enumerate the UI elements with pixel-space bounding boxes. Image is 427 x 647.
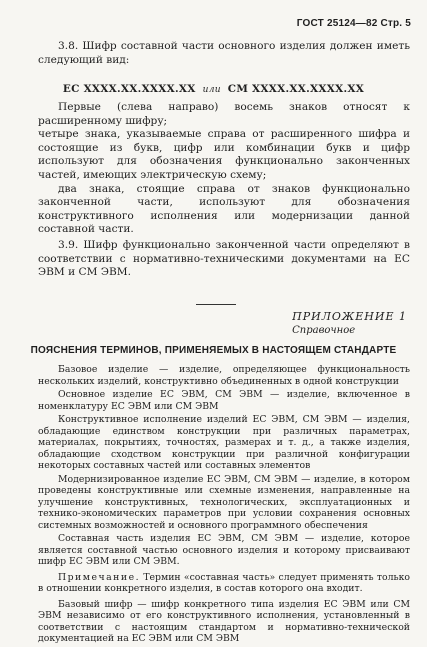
- note-text: Термин «составная часть» следует применять только в отношении конкретного изделия, в состав которого она входит.: [38, 571, 410, 594]
- section-title: ПОЯСНЕНИЯ ТЕРМИНОВ, ПРИМЕНЯЕМЫХ В НАСТОЯЩЕМ СТАНДАРТЕ: [30, 345, 397, 356]
- term-base-code: Базовый шифр — шифр конкретного типа изделия ЕС ЭВМ или СМ ЭВМ независимо от его конструктивного исполнения, установленный в соответствии с настоящим стандартом и нормативно-технической документацией на ЕС ЭВМ или СМ ЭВМ: [38, 598, 410, 644]
- term-base-product: Базовое изделие — изделие, определяющее функциональность нескольких изделий, конструктивно объединенных в одной конструкции: [38, 364, 410, 387]
- terms-list: [38, 364, 410, 647]
- appendix-title: ПРИЛОЖЕНИЕ 1: [292, 310, 407, 323]
- clause-3-9: 3.9. Шифр функционально законченной части определяют в соответствии с нормативно-техническими документами на ЕС ЭВМ и СМ ЭВМ.: [38, 238, 410, 279]
- code-formula: [0, 83, 427, 95]
- term-component-part: Составная часть изделия ЕС ЭВМ, СМ ЭВМ — изделие, которое является составной частью основного изделия и которому присваивают шифр ЕС ЭВМ или СМ ЭВМ.: [38, 533, 410, 567]
- page-header: ГОСТ 25124—82 Стр. 5: [296, 18, 411, 29]
- section-divider: [196, 304, 236, 305]
- formula-separator: или: [202, 85, 221, 95]
- clause-3-8-text: 3.8. Шифр составной части основного изделия должен иметь следующий вид:: [38, 40, 410, 66]
- term-modernized-product: Модернизированное изделие ЕС ЭВМ, СМ ЭВМ — изделие, в котором проведены конструктивные или схемные изменения, направленные на улучшение конструктивных, технологических, эксплуатационных и технико-экономических параметров при условии сохранения основных системных возможностей и основного программного обеспечения: [38, 473, 410, 531]
- para-two-chars: два знака, стоящие справа от знаков функционально законченной части, используют для обозначения конструктивного исполнения или модернизации данной составной части.: [38, 182, 410, 236]
- appendix-label: [292, 310, 407, 336]
- para-first-eight: Первые (слева направо) восемь знаков относят к расширенному шифру;: [38, 101, 410, 127]
- code-explanation: [38, 101, 410, 280]
- formula-sm: СМ XXXX.XX.XXXX.XX: [227, 83, 365, 95]
- term-main-product: Основное изделие ЕС ЭВМ, СМ ЭВМ — изделие, включенное в номенклатуру ЕС ЭВМ или СМ ЭВМ: [38, 389, 410, 412]
- appendix-subtitle: Справочное: [292, 325, 356, 336]
- formula-es: ЕС XXXX.XX.XXXX.XX: [62, 83, 196, 95]
- para-four-chars: четыре знака, указываемые справа от расширенного шифра и состоящие из букв, цифр или комбинации букв и цифр используют для обозначения функционально законченных частей, имеющих электрическую схему;: [38, 128, 410, 181]
- term-design-version: Конструктивное исполнение изделий ЕС ЭВМ, СМ ЭВМ — изделия, обладающие единством конструкции при различных параметрах, материалах, покрытиях, точностях, размерах и т. д., а также изделия, обладающие сходством конструкции при различной конфигурации некоторых составных частей или составных элементов: [38, 414, 410, 471]
- note-label: Примечание.: [58, 571, 141, 583]
- clause-3-8: [38, 40, 410, 67]
- note-paragraph: [38, 572, 410, 595]
